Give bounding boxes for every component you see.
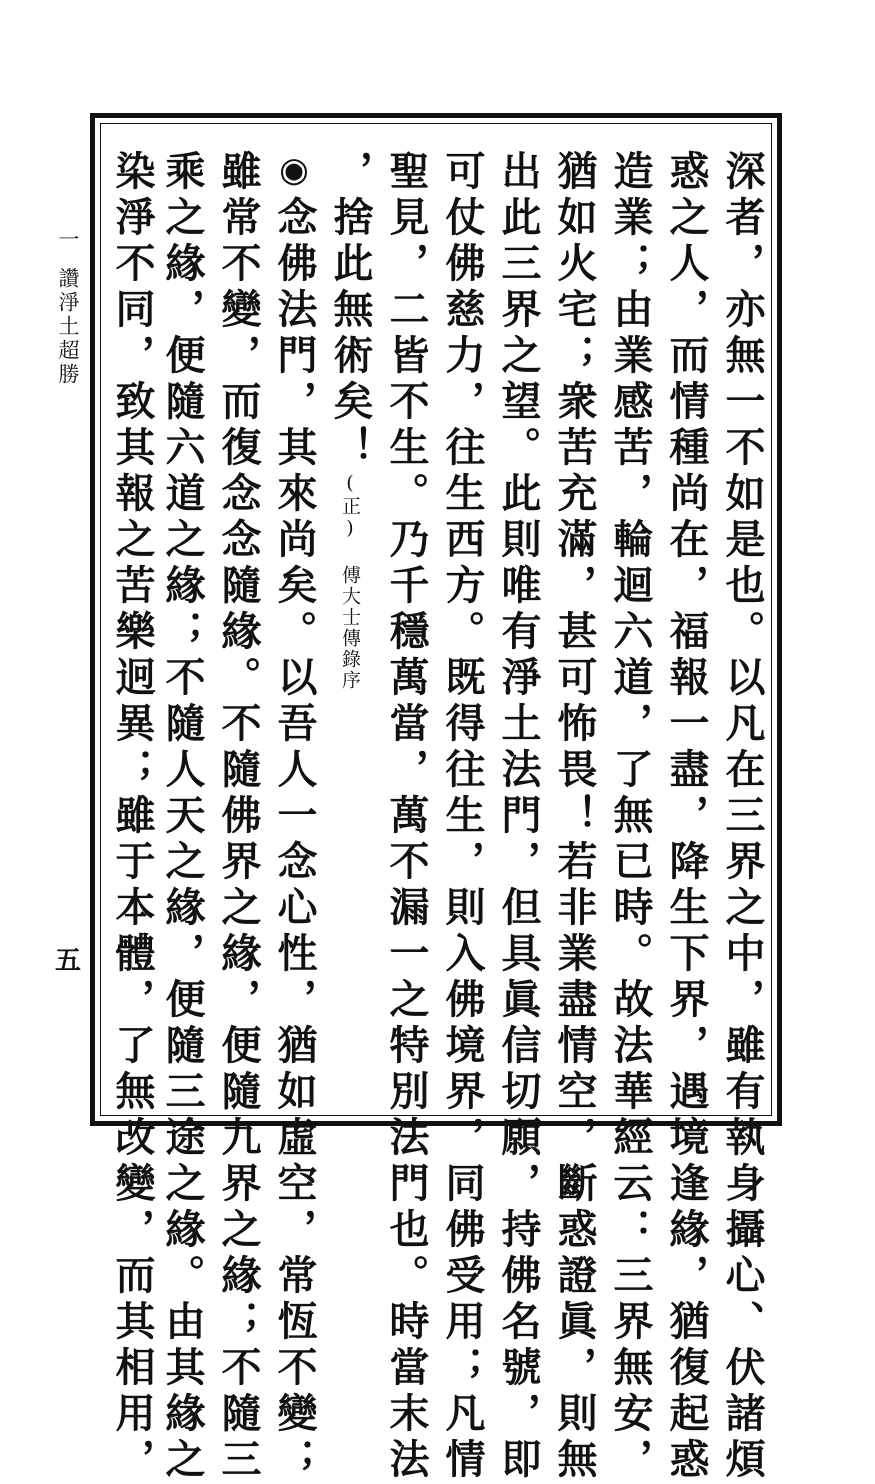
paragraph-marker-icon: ◉ bbox=[274, 150, 314, 196]
text-column-1: 深者，亦無一不如是也。以凡在三界之中，雖有執身攝心、伏諸煩 bbox=[719, 150, 766, 1484]
text-column-9 bbox=[266, 150, 322, 1484]
text-column-3: 造業；由業感苦，輪迴六道，了無已時。故法華經云：三界無安， bbox=[607, 150, 654, 1484]
text-column-12: 染淨不同，致其報之苦樂迥異；雖于本體，了無改變，而其相用， bbox=[109, 150, 156, 1484]
source-citation: (正) 傅大士傳錄序 bbox=[339, 472, 361, 691]
text-column-2: 惑之人，而情種尚在，福報一盡，降生下界，遇境逢緣，猶復起惑 bbox=[663, 150, 710, 1484]
text-column-6: 可仗佛慈力，往生西方。既得往生，則入佛境界，同佛受用；凡情 bbox=[439, 150, 486, 1484]
header-dash: 一 bbox=[56, 228, 80, 267]
text-column-4: 猶如火宅；衆苦充滿，甚可怖畏！若非業盡情空，斷惑證眞，則無 bbox=[551, 150, 598, 1484]
page-number: 五 bbox=[54, 946, 81, 976]
text-column-10: 雖常不變，而復念念隨緣。不隨佛界之緣，便隨九界之緣；不隨三 bbox=[215, 150, 262, 1484]
text-column-5: 出此三界之望。此則唯有淨土法門，但具眞信切願，持佛名號，即 bbox=[495, 150, 542, 1484]
text-column-11: 乘之緣，便隨六道之緣；不隨人天之緣，便隨三途之緣。由其緣之 bbox=[159, 150, 206, 1484]
column-text: ，捨此無術矣！ bbox=[327, 150, 374, 472]
text-column-7: 聖見，二皆不生。乃千穩萬當，萬不漏一之特別法門也。時當末法 bbox=[383, 150, 430, 1484]
text-column-8 bbox=[322, 150, 378, 1105]
column-text: 念佛法門，其來尚矣。以吾人一念心性，猶如虛空，常恆不變； bbox=[271, 196, 318, 1484]
running-header bbox=[48, 228, 88, 387]
book-title: 讚淨土超勝 bbox=[56, 267, 80, 387]
